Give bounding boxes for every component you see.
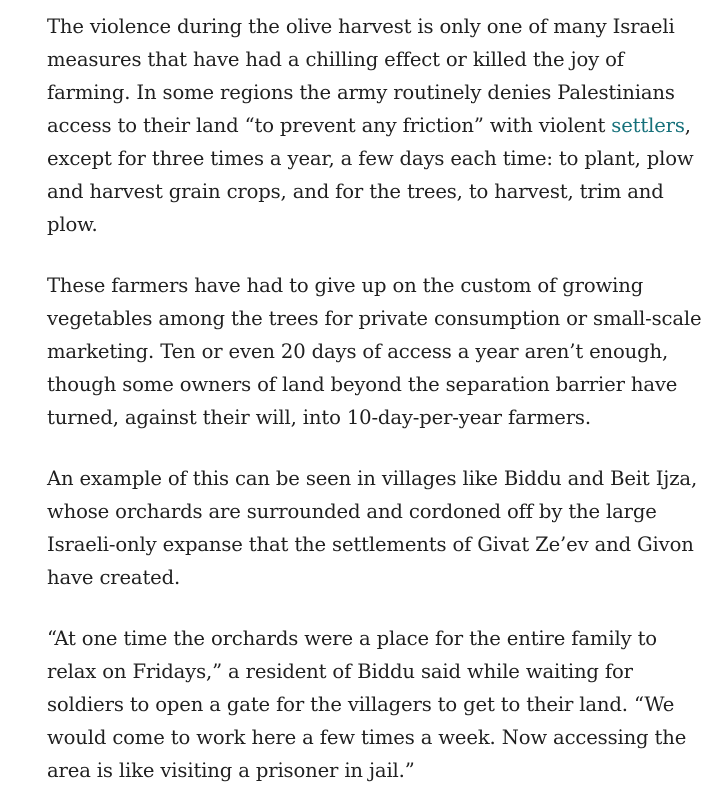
settlers-link[interactable]: settlers (611, 114, 685, 137)
paragraph-1 (47, 10, 703, 241)
paragraph-3: An example of this can be seen in villages like Biddu and Beit Ijza, whose orchards are surrounded and cordoned off by the large Israeli-only expanse that the settlements of Givat Ze’ev and Givon have created. (47, 467, 698, 589)
paragraph-1-text-end: , except for three times a year, a few days each time: to plant, plow and harvest grain crops, and for the trees, to harvest, trim and plow. (47, 114, 694, 236)
paragraph-4: “At one time the orchards were a place for the entire family to relax on Fridays,” a resident of Biddu said while waiting for soldiers to open a gate for the villagers to get to their land. “We would come to work here a few times a week. Now accessing the area is like visiting a prisoner in jail.” (47, 627, 687, 782)
article-body (47, 10, 703, 787)
paragraph-1-text-start: The violence during the olive harvest is only one of many Israeli measures that have had a chilling effect or killed the joy of farming. In some regions the army routinely denies Palestinians access to their land “to prevent any friction” with violent (47, 15, 675, 137)
paragraph-2: These farmers have had to give up on the custom of growing vegetables among the trees for private consumption or small-scale marketing. Ten or even 20 days of access a year aren’t enough, though some owners of land beyond the separation barrier have turned, against their will, into 10-day-per-year farmers. (47, 274, 702, 429)
